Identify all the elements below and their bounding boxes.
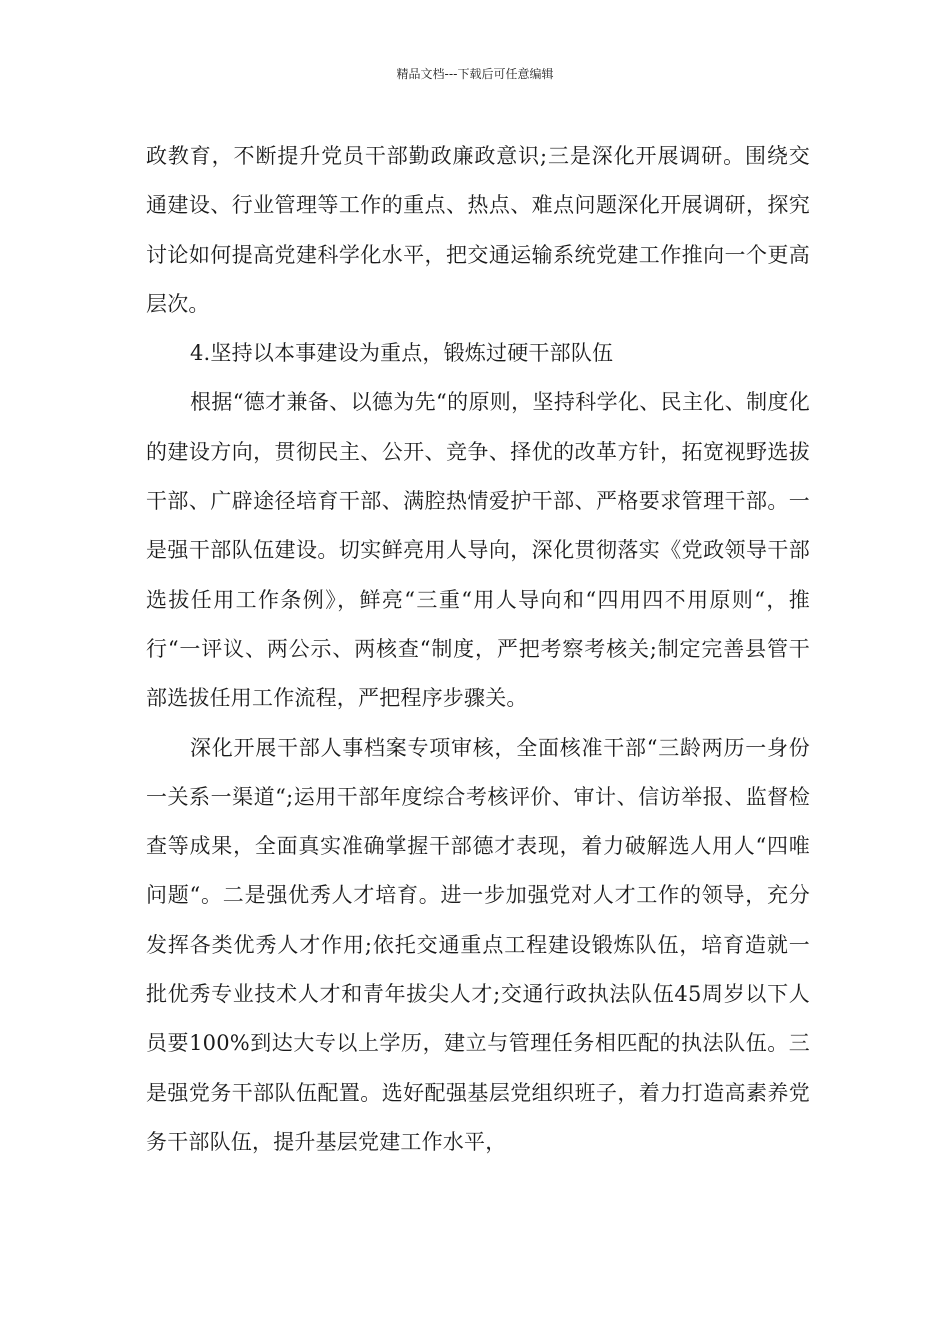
document-body [146,132,810,1167]
page-header: 精品文档---下载后可任意编辑 [396,67,554,81]
paragraph: 根据“德才兼备、以德为先“的原则，坚持科学化、民主化、制度化的建设方向，贯彻民主、公开、竞争、择优的改革方针，拓宽视野选拔干部、广辟途径培育干部、满腔热情爱护干部、严格要求管理干部。一是强干部队伍建设。切实鲜亮用人导向，深化贯彻落实《党政领导干部选拔任用工作条例》，鲜亮“三重“用人导向和“四用四不用原则“，推行“一评议、两公示、两核查“制度，严把考察考核关;制定完善县管干部选拔任用工作流程，严把程序步骤关。 [146,390,810,711]
section-heading: 4.坚持以本事建设为重点，锻炼过硬干部队伍 [190,341,614,366]
paragraph-continuation: 政教育，不断提升党员干部勤政廉政意识;三是深化开展调研。围绕交通建设、行业管理等工作的重点、热点、难点问题深化开展调研，探究讨论如何提高党建科学化水平，把交通运输系统党建工作推向一个更高层次。 [146,144,810,316]
paragraph: 深化开展干部人事档案专项审核，全面核准干部“三龄两历一身份一关系一渠道“;运用干部年度综合考核评价、审计、信访举报、监督检查等成果，全面真实准确掌握干部德才表现，着力破解选人用人“四唯问题“。二是强优秀人才培育。进一步加强党对人才工作的领导，充分发挥各类优秀人才作用;依托交通重点工程建设锻炼队伍，培育造就一批优秀专业技术人才和青年拔尖人才;交通行政执法队伍45周岁以下人员要100%到达大专以上学历，建立与管理任务相匹配的执法队伍。三是强党务干部队伍配置。选好配强基层党组织班子，着力打造高素养党务干部队伍，提升基层党建工作水平， [146,735,810,1154]
